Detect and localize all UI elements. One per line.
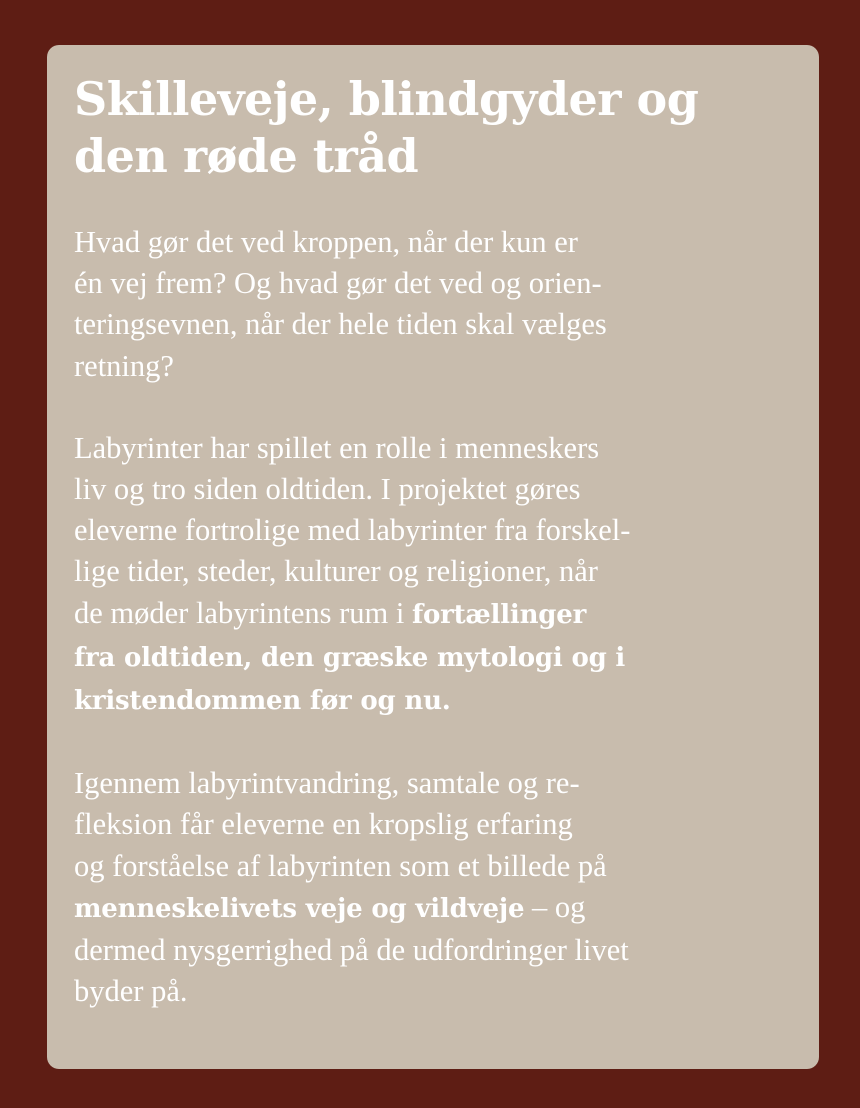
labyrinth-paragraph: [74, 428, 799, 722]
text-line: én vej frem? Og hvad gør det ved og orien-: [74, 266, 602, 301]
text-line: lige tider, steder, kulturer og religioner, når: [74, 554, 598, 589]
text-line: liv og tro siden oldtiden. I projektet gøres: [74, 472, 581, 507]
text-emphasis: fra oldtiden, den græske mytologi og i: [74, 642, 626, 673]
text-line: Labyrinter har spillet en rolle i menneskers: [74, 430, 600, 465]
text-line: fleksion får eleverne en kropslig erfaring: [74, 807, 573, 842]
text-line: dermed nysgerrighed på de udfordringer livet: [74, 933, 629, 968]
reflection-paragraph: [74, 763, 799, 1012]
intro-paragraph: [74, 222, 799, 387]
text-emphasis: kristendommen før og nu.: [74, 686, 451, 717]
text-line: teringsevnen, når der hele tiden skal vælges: [74, 307, 607, 342]
page-title: [74, 71, 799, 185]
text-line-bold: [74, 679, 799, 722]
text-emphasis: menneskelivets veje og vildveje: [74, 893, 525, 924]
text-line: Hvad gør det ved kroppen, når der kun er: [74, 225, 578, 259]
text-line-mixed: [74, 593, 799, 636]
text-line-bold: [74, 636, 799, 679]
text-line-mixed: [74, 887, 799, 930]
title-line-2: den røde tråd: [74, 129, 419, 183]
text-line: eleverne fortrolige med labyrinter fra forskel-: [74, 513, 631, 548]
text-line: Igennem labyrintvandring, samtale og re-: [74, 766, 580, 801]
text-line: byder på.: [74, 974, 188, 1009]
info-card: [47, 45, 819, 1069]
text-plain: de møder labyrintens rum i: [74, 595, 412, 630]
text-plain: – og: [524, 889, 586, 924]
text-emphasis: fortællinger: [411, 599, 587, 630]
text-line: retning?: [74, 348, 174, 383]
title-line-1: Skilleveje, blindgyder og: [74, 72, 699, 126]
text-line: og forståelse af labyrinten som et billede på: [74, 848, 607, 883]
